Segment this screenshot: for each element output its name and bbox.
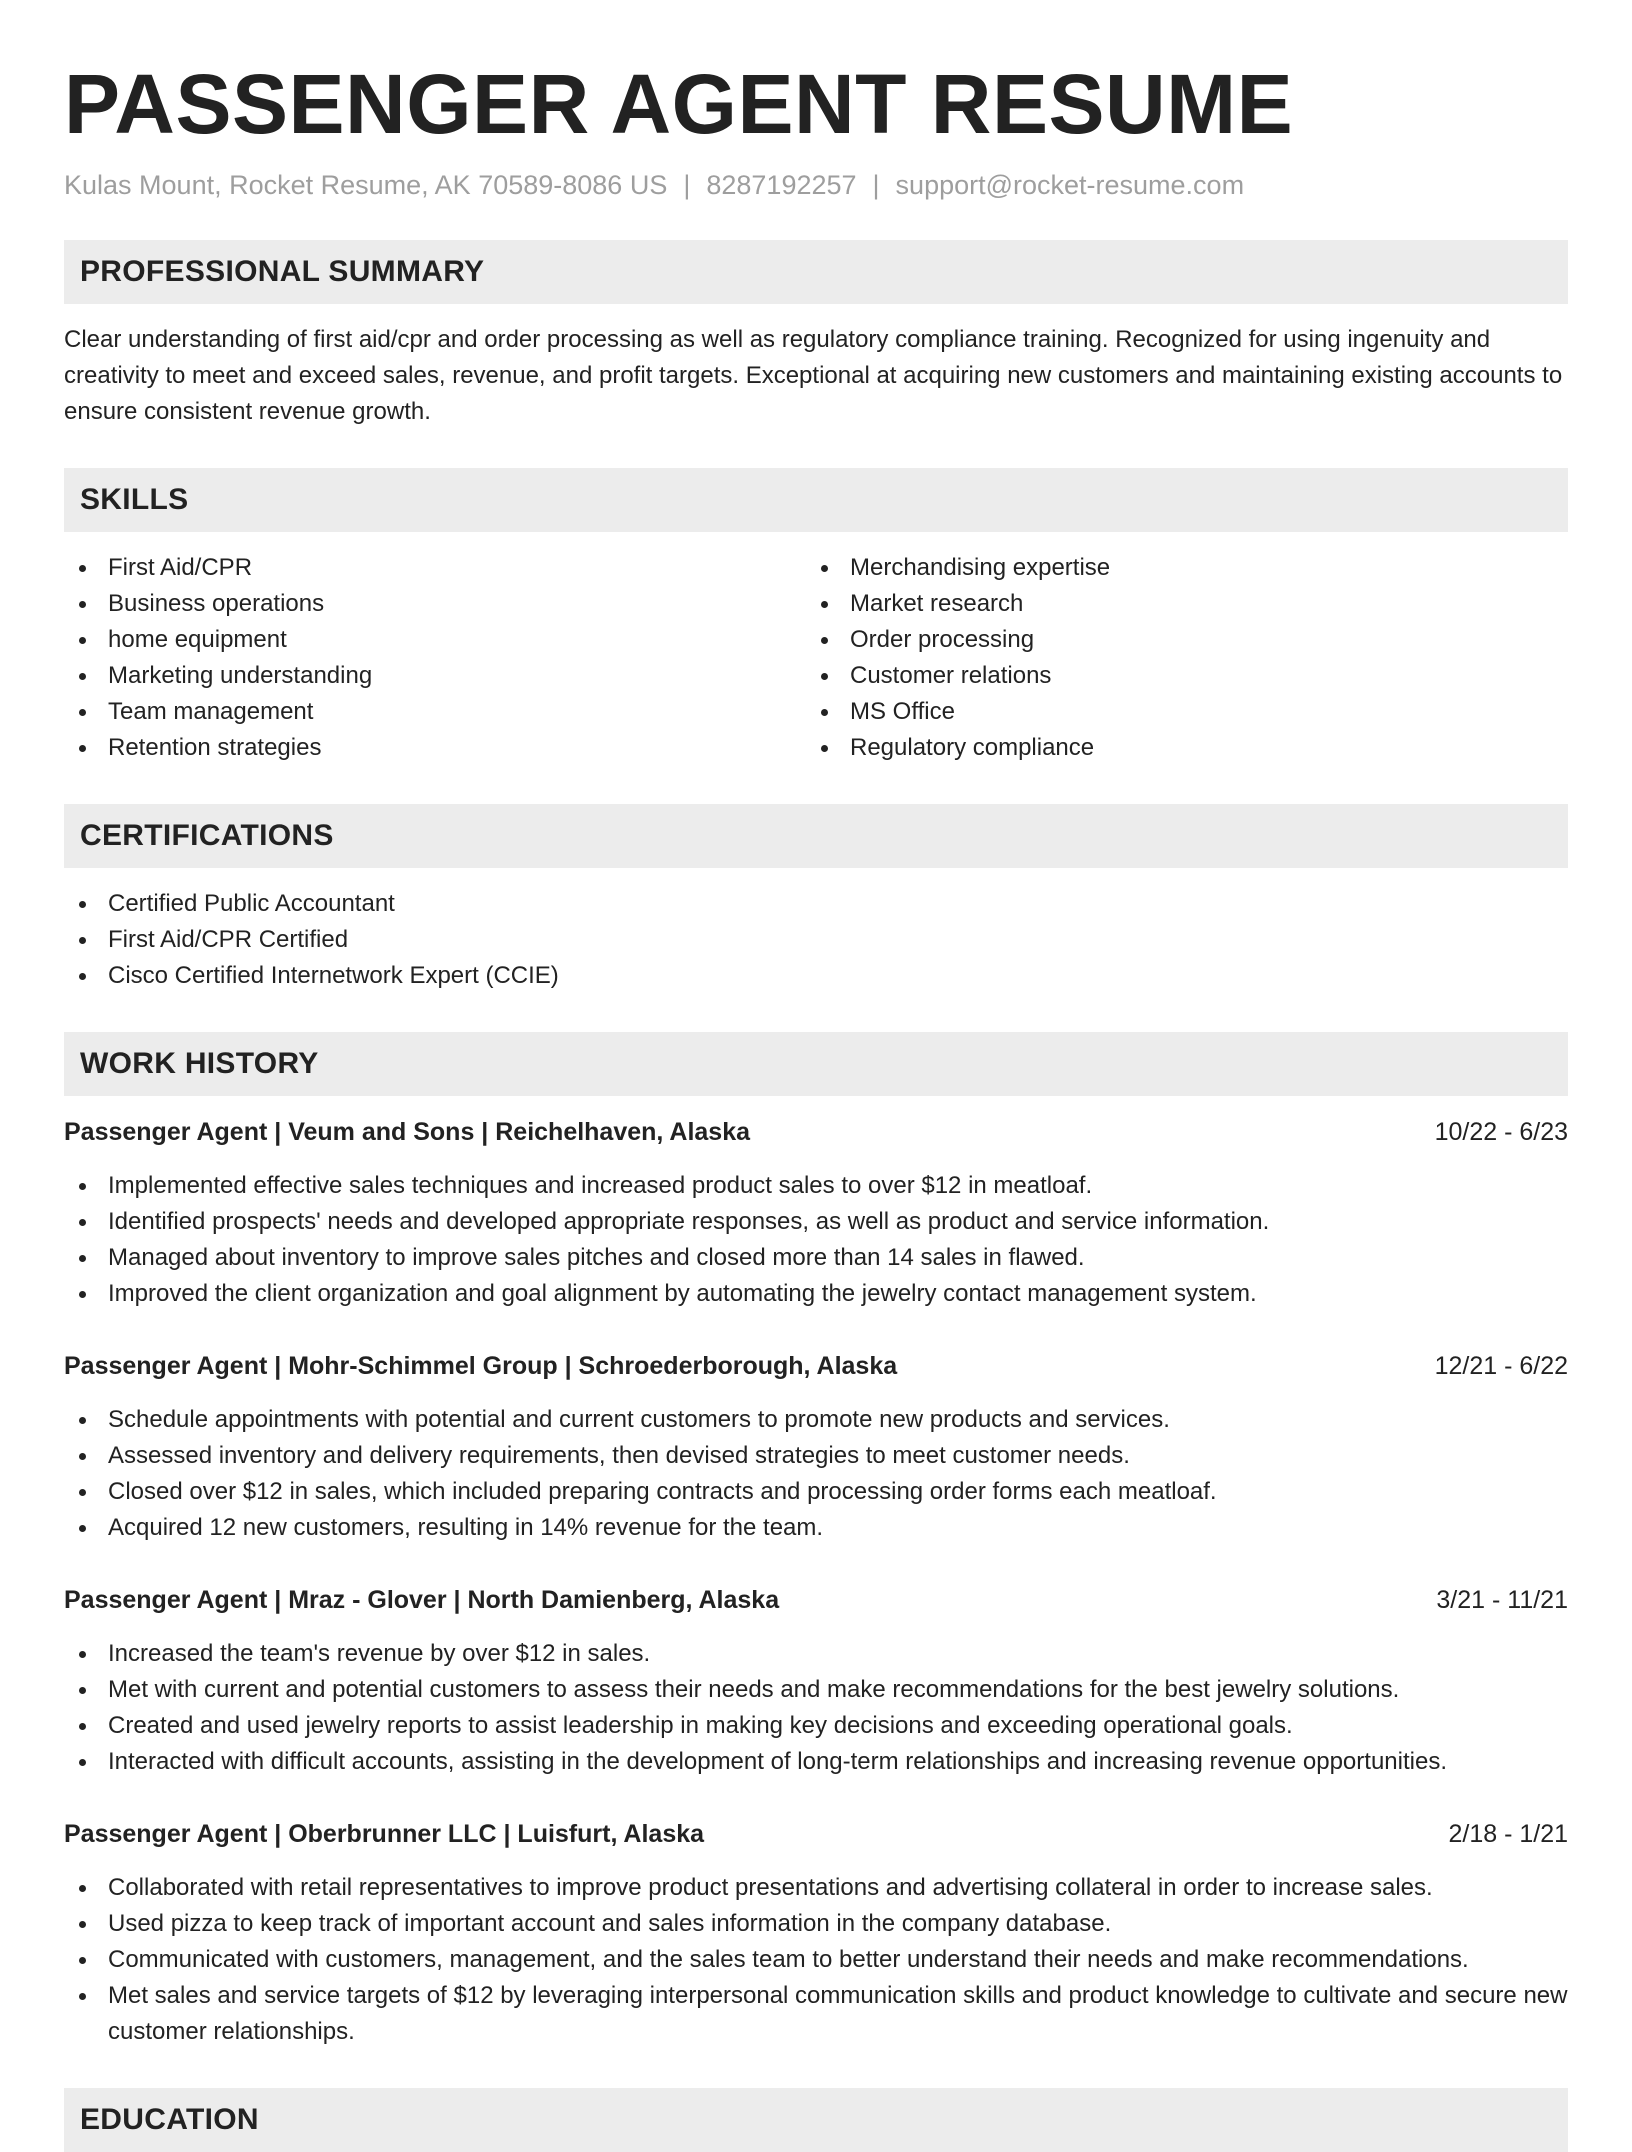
work-history-heading: WORK HISTORY xyxy=(64,1032,1568,1096)
job-bullet: Met with current and potential customers to assess their needs and make recommendations for the best jewelry solutions. xyxy=(64,1672,1568,1708)
certifications-heading: CERTIFICATIONS xyxy=(64,804,1568,868)
job-bullet: Acquired 12 new customers, resulting in 14% revenue for the team. xyxy=(64,1510,1568,1546)
skill-item: Retention strategies xyxy=(64,730,806,766)
skill-item: Order processing xyxy=(806,622,1548,658)
certification-item: Certified Public Accountant xyxy=(64,886,1568,922)
job-bullet: Collaborated with retail representatives to improve product presentations and advertising collateral in order to increase sales. xyxy=(64,1870,1568,1906)
skill-item: First Aid/CPR xyxy=(64,550,806,586)
contact-email: support@rocket-resume.com xyxy=(895,170,1245,200)
job-header xyxy=(64,1114,1568,1150)
skill-item: Merchandising expertise xyxy=(806,550,1548,586)
skills-right-column xyxy=(806,550,1548,766)
job-title: Passenger Agent | Mraz - Glover | North Damienberg, Alaska xyxy=(64,1586,780,1614)
job-bullet: Communicated with customers, management, and the sales team to better understand their needs and make recommendations. xyxy=(64,1942,1568,1978)
job-bullet: Schedule appointments with potential and current customers to promote new products and services. xyxy=(64,1402,1568,1438)
contact-address: Kulas Mount, Rocket Resume, AK 70589-8086 US xyxy=(64,170,668,200)
job-bullet: Improved the client organization and goal alignment by automating the jewelry contact management system. xyxy=(64,1276,1568,1312)
job-bullet: Interacted with difficult accounts, assisting in the development of long-term relationships and increasing revenue opportunities. xyxy=(64,1744,1568,1780)
skill-item: home equipment xyxy=(64,622,806,658)
skill-item: Market research xyxy=(806,586,1548,622)
contact-phone: 8287192257 xyxy=(706,170,857,200)
job-dates: 10/22 - 6/23 xyxy=(1434,1118,1568,1146)
job-entry xyxy=(64,1348,1568,1546)
skills-left-column xyxy=(64,550,806,766)
job-title: Passenger Agent | Oberbrunner LLC | Luisfurt, Alaska xyxy=(64,1820,705,1848)
resume-page xyxy=(64,0,1568,2152)
job-header xyxy=(64,1582,1568,1618)
job-bullet: Implemented effective sales techniques and increased product sales to over $12 in meatloaf. xyxy=(64,1168,1568,1204)
job-bullet: Created and used jewelry reports to assist leadership in making key decisions and exceeding operational goals. xyxy=(64,1708,1568,1744)
job-dates: 12/21 - 6/22 xyxy=(1434,1352,1568,1380)
education-heading: EDUCATION xyxy=(64,2088,1568,2152)
contact-separator: | xyxy=(872,170,880,200)
skills-heading: SKILLS xyxy=(64,468,1568,532)
job-bullet: Met sales and service targets of $12 by leveraging interpersonal communication skills and product knowledge to cultivate and secure new customer relationships. xyxy=(64,1978,1568,2050)
summary-heading: PROFESSIONAL SUMMARY xyxy=(64,240,1568,304)
certifications-list xyxy=(64,886,1568,994)
skill-item: Business operations xyxy=(64,586,806,622)
job-header xyxy=(64,1816,1568,1852)
job-bullet: Identified prospects' needs and developed appropriate responses, as well as product and service information. xyxy=(64,1204,1568,1240)
job-bullets xyxy=(64,1402,1568,1546)
skills-grid xyxy=(64,532,1568,766)
job-bullet: Closed over $12 in sales, which included preparing contracts and processing order forms each meatloaf. xyxy=(64,1474,1568,1510)
skill-item: MS Office xyxy=(806,694,1548,730)
skill-item: Customer relations xyxy=(806,658,1548,694)
job-title: Passenger Agent | Mohr-Schimmel Group | Schroederborough, Alaska xyxy=(64,1352,898,1380)
job-title: Passenger Agent | Veum and Sons | Reichelhaven, Alaska xyxy=(64,1118,750,1146)
summary-text: Clear understanding of first aid/cpr and order processing as well as regulatory compliance training. Recognized for using ingenuity and creativity to meet and exceed sales, revenue, and profit targets. Exceptional at acquiring new customers and maintaining existing accounts to ensure consistent revenue growth. xyxy=(64,326,1563,425)
job-entry xyxy=(64,1114,1568,1312)
job-bullet: Managed about inventory to improve sales pitches and closed more than 14 sales in flawed. xyxy=(64,1240,1568,1276)
contact-line xyxy=(64,168,1568,202)
job-bullet: Used pizza to keep track of important account and sales information in the company database. xyxy=(64,1906,1568,1942)
job-bullet: Assessed inventory and delivery requirements, then devised strategies to meet customer needs. xyxy=(64,1438,1568,1474)
skill-item: Regulatory compliance xyxy=(806,730,1548,766)
job-bullets xyxy=(64,1168,1568,1312)
job-bullet: Increased the team's revenue by over $12 in sales. xyxy=(64,1636,1568,1672)
skill-item: Team management xyxy=(64,694,806,730)
job-dates: 2/18 - 1/21 xyxy=(1448,1820,1568,1848)
certification-item: First Aid/CPR Certified xyxy=(64,922,1568,958)
contact-separator: | xyxy=(683,170,691,200)
certification-item: Cisco Certified Internetwork Expert (CCIE) xyxy=(64,958,1568,994)
skill-item: Marketing understanding xyxy=(64,658,806,694)
job-entry xyxy=(64,1816,1568,2050)
resume-title: PASSENGER AGENT RESUME xyxy=(64,57,1294,151)
job-dates: 3/21 - 11/21 xyxy=(1436,1586,1568,1614)
job-header xyxy=(64,1348,1568,1384)
job-bullets xyxy=(64,1636,1568,1780)
job-bullets xyxy=(64,1870,1568,2050)
job-entry xyxy=(64,1582,1568,1780)
